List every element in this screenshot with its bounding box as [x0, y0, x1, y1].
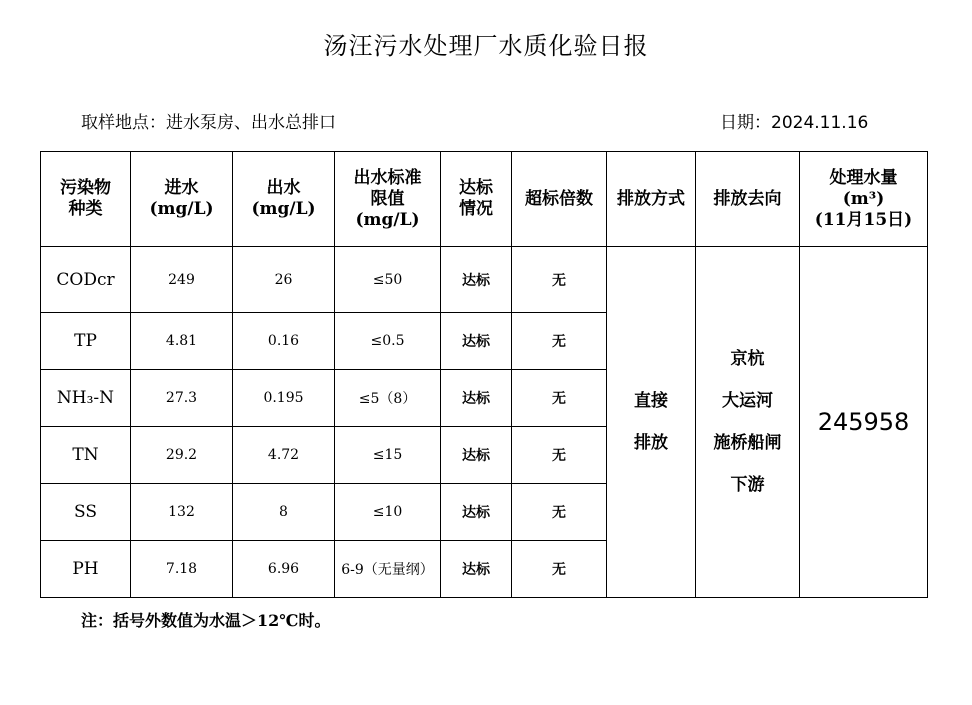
standard-limit: ≤15 — [335, 427, 441, 484]
header-outflow: 出水 (mg/L) — [233, 152, 335, 247]
outflow-value: 4.72 — [233, 427, 335, 484]
compliance-status: 达标 — [441, 370, 512, 427]
pollutant-name: PH — [41, 541, 131, 598]
inflow-value: 4.81 — [131, 313, 233, 370]
exceed-ratio: 无 — [512, 370, 607, 427]
discharge-method: 直接 排放 — [607, 247, 696, 598]
header-inflow: 进水 (mg/L) — [131, 152, 233, 247]
header-standard-limit: 出水标准 限值 (mg/L) — [335, 152, 441, 247]
table-row — [41, 247, 928, 313]
outflow-value: 6.96 — [233, 541, 335, 598]
header-discharge-method: 排放方式 — [607, 152, 696, 247]
outflow-value: 8 — [233, 484, 335, 541]
compliance-status: 达标 — [441, 313, 512, 370]
inflow-value: 249 — [131, 247, 233, 313]
header-discharge-destination: 排放去向 — [696, 152, 800, 247]
treated-volume: 245958 — [800, 247, 928, 598]
pollutant-name: CODcr — [41, 247, 131, 313]
outflow-value: 0.16 — [233, 313, 335, 370]
report-title: 汤汪污水处理厂水质化验日报 — [323, 32, 649, 60]
header-treated-volume: 处理水量 (m³) (11月15日) — [800, 152, 928, 247]
pollutant-name: NH₃-N — [41, 370, 131, 427]
standard-limit: ≤50 — [335, 247, 441, 313]
water-quality-table — [40, 151, 928, 598]
pollutant-name: SS — [41, 484, 131, 541]
exceed-ratio: 无 — [512, 484, 607, 541]
compliance-status: 达标 — [441, 541, 512, 598]
standard-limit: 6-9（无量纲） — [335, 541, 441, 598]
standard-limit: ≤5（8） — [335, 370, 441, 427]
header-pollutant: 污染物 种类 — [41, 152, 131, 247]
exceed-ratio: 无 — [512, 427, 607, 484]
discharge-destination: 京杭 大运河 施桥船闸 下游 — [696, 247, 800, 598]
inflow-value: 7.18 — [131, 541, 233, 598]
sampling-location: 取样地点：进水泵房、出水总排口 — [81, 113, 336, 133]
pollutant-name: TN — [41, 427, 131, 484]
outflow-value: 26 — [233, 247, 335, 313]
inflow-value: 132 — [131, 484, 233, 541]
pollutant-name: TP — [41, 313, 131, 370]
inflow-value: 27.3 — [131, 370, 233, 427]
inflow-value: 29.2 — [131, 427, 233, 484]
standard-limit: ≤10 — [335, 484, 441, 541]
outflow-value: 0.195 — [233, 370, 335, 427]
exceed-ratio: 无 — [512, 541, 607, 598]
exceed-ratio: 无 — [512, 313, 607, 370]
standard-limit: ≤0.5 — [335, 313, 441, 370]
header-row — [41, 152, 928, 247]
compliance-status: 达标 — [441, 484, 512, 541]
footnote: 注：括号外数值为水温＞12℃时。 — [81, 611, 331, 630]
header-compliance: 达标 情况 — [441, 152, 512, 247]
compliance-status: 达标 — [441, 247, 512, 313]
header-exceed-ratio: 超标倍数 — [512, 152, 607, 247]
report-date: 日期：2024.11.16 — [720, 113, 869, 133]
compliance-status: 达标 — [441, 427, 512, 484]
exceed-ratio: 无 — [512, 247, 607, 313]
